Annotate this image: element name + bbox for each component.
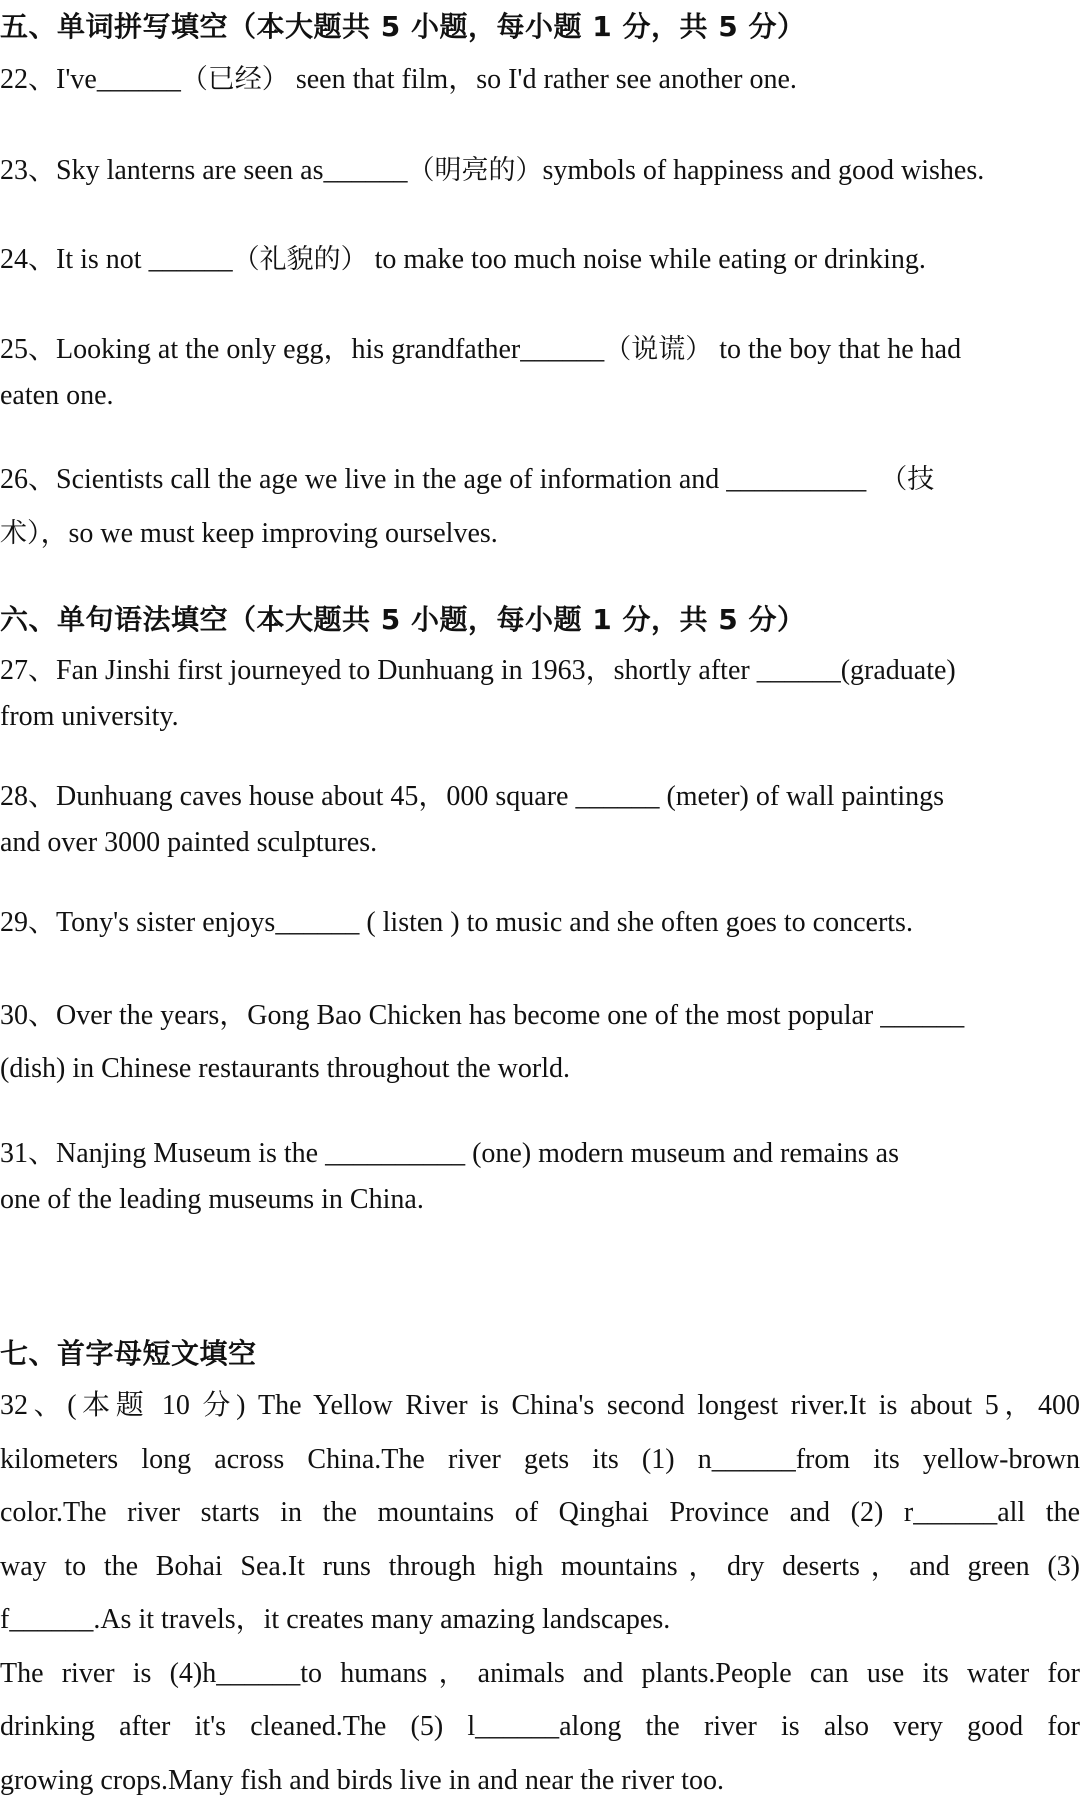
question-text-continued: from university. xyxy=(0,694,1080,740)
question-number: 22、 xyxy=(0,64,56,95)
question-text: Dunhuang caves house about 45，000 square ______ (meter) of wall paintings xyxy=(56,781,944,812)
question-31 xyxy=(0,1131,1080,1223)
question-32-passage xyxy=(0,1379,1080,1807)
passage-line: color.The river starts in the mountains of Qinghai Province and (2) r______all the xyxy=(0,1486,1080,1540)
question-text: Scientists call the age we live in the age of information and __________ xyxy=(56,464,866,495)
question-text: Sky lanterns are seen as______ xyxy=(56,155,407,186)
question-number: 27、 xyxy=(0,655,56,686)
passage-line: drinking after it's cleaned.The (5) l______along the river is also very good for xyxy=(0,1700,1080,1754)
question-28 xyxy=(0,774,1080,866)
question-29 xyxy=(0,900,1080,946)
question-25 xyxy=(0,327,1080,419)
chinese-hint: （说谎） xyxy=(604,334,712,365)
question-text: to make too much noise while eating or drinking. xyxy=(368,244,926,275)
question-text: Fan Jinshi first journeyed to Dunhuang in 1963，shortly after ______(graduate) xyxy=(56,655,956,686)
question-text-continued: ，so we must keep improving ourselves. xyxy=(41,518,498,549)
section-7-heading: 七、首字母短文填空 xyxy=(0,1337,257,1371)
passage-line: way to the Bohai Sea.It runs through high mountains，dry deserts，and green (3) xyxy=(0,1540,1080,1594)
question-22 xyxy=(0,57,1080,103)
question-text-continued: one of the leading museums in China. xyxy=(0,1177,1080,1223)
question-text: Nanjing Museum is the __________ (one) modern museum and remains as xyxy=(56,1138,899,1169)
question-number: 26、 xyxy=(0,464,56,495)
question-text-continued: and over 3000 painted sculptures. xyxy=(0,820,1080,866)
question-24 xyxy=(0,237,1080,283)
question-number: 30、 xyxy=(0,1000,56,1031)
question-number: 28、 xyxy=(0,781,56,812)
chinese-hint: （礼貌的） xyxy=(233,244,368,275)
chinese-hint: （明亮的） xyxy=(407,155,542,186)
chinese-hint: （技 xyxy=(880,464,934,495)
question-text: seen that film，so I'd rather see another one. xyxy=(289,64,797,95)
question-text: It is not ______ xyxy=(56,244,233,275)
question-text: Over the years，Gong Bao Chicken has become one of the most popular ______ xyxy=(56,1000,964,1031)
section-6-heading: 六、单句语法填空（本大题共 5 小题，每小题 1 分，共 5 分） xyxy=(0,603,805,637)
chinese-hint-continued: 术） xyxy=(0,518,41,549)
question-text-continued: (dish) in Chinese restaurants throughout the world. xyxy=(0,1042,1080,1095)
passage-line: The river is (4)h______to humans，animals and plants.People can use its water for xyxy=(0,1647,1080,1701)
question-27 xyxy=(0,648,1080,740)
passage-line: kilometers long across China.The river gets its (1) n______from its yellow-brown xyxy=(0,1433,1080,1487)
question-number: 31、 xyxy=(0,1138,56,1169)
passage-line: f______.As it travels，it creates many amazing landscapes. xyxy=(0,1593,1080,1647)
question-text: Looking at the only egg，his grandfather______ xyxy=(56,334,604,365)
question-number: 29、 xyxy=(0,907,56,938)
question-text-continued: eaten one. xyxy=(0,373,1080,419)
question-30 xyxy=(0,989,1080,1095)
question-number: 23、 xyxy=(0,155,56,186)
question-text: to the boy that he had xyxy=(712,334,961,365)
passage-line: growing crops.Many fish and birds live in and near the river too. xyxy=(0,1754,1080,1807)
question-number: 25、 xyxy=(0,334,56,365)
question-text: Tony's sister enjoys______ ( listen ) to music and she often goes to concerts. xyxy=(56,907,913,938)
question-26 xyxy=(0,453,1080,561)
chinese-hint: （已经） xyxy=(181,64,289,95)
question-text: I've______ xyxy=(56,64,181,95)
question-text: symbols of happiness and good wishes. xyxy=(542,155,984,186)
passage-line: 32、(本题 10 分) The Yellow River is China's second longest river.It is about 5，400 xyxy=(0,1379,1080,1433)
section-5-heading: 五、单词拼写填空（本大题共 5 小题，每小题 1 分，共 5 分） xyxy=(0,10,805,44)
question-number: 24、 xyxy=(0,244,56,275)
question-23 xyxy=(0,148,1080,194)
